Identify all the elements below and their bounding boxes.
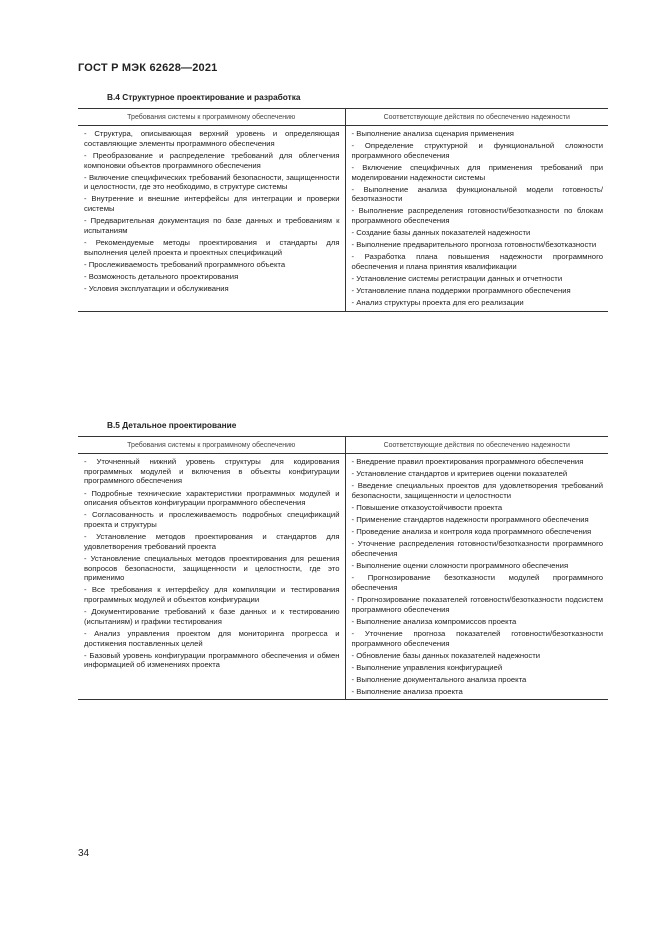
- list-item: - Включение специфичных для применения требований при моделировании надежности системы: [351, 162, 603, 182]
- list-item: - Внедрение правил проектирования программного обеспечения: [351, 457, 584, 466]
- list-item: - Возможность детального проектирования: [84, 271, 239, 281]
- list-item: - Согласованность и прослеживаемость подробных спецификаций проекта и структуры: [84, 510, 340, 529]
- list-item: - Выполнение распределения готовности/безотказности по блокам программного обеспечения: [351, 206, 603, 226]
- list-item: - Выполнение документального анализа проекта: [351, 674, 527, 684]
- requirements-list: [84, 457, 340, 670]
- list-item: - Анализ структуры проекта для его реализации: [351, 298, 524, 308]
- list-item: - Выполнение управления конфигурацией: [351, 662, 503, 672]
- list-item: - Документирование требований к базе данных и к тестированию (испытаниям) и графики тестирования: [84, 607, 340, 626]
- list-item: - Уточнение распределения готовности/безотказности программного обеспечения: [351, 539, 603, 558]
- list-item: - Проведение анализа и контроля кода программного обеспечения: [351, 527, 592, 537]
- list-item: - Прослеживаемость требований программного объекта: [84, 259, 286, 269]
- table-b5: [78, 436, 608, 700]
- list-item: - Преобразование и распределение требований для облегчения компоновки объектов программного обеспечения: [84, 150, 340, 170]
- requirements-cell: [78, 454, 345, 700]
- list-item: - Условия эксплуатации и обслуживания: [84, 283, 229, 293]
- list-item: - Выполнение оценки сложности программного обеспечения: [351, 561, 569, 571]
- list-item: - Определение структурной и функциональной сложности программного обеспечения: [351, 141, 603, 160]
- list-item: - Повышение отказоустойчивости проекта: [351, 502, 503, 512]
- list-item: - Разработка плана повышения надежности программного обеспечения и плана принятия квалификации: [351, 252, 603, 272]
- list-item: - Установление специальных методов проектирования для решения вопросов безопасности, защищенности и целостности, где это применимо: [84, 553, 340, 583]
- list-item: - Выполнение анализа проекта: [351, 686, 463, 696]
- list-item: - Структура, описывающая верхний уровень и определяющая составляющие элементы программного обеспечения: [84, 129, 340, 148]
- list-item: - Уточненный нижний уровень структуры для кодирования программных модулей и включения в объекты конфигурации программного обеспечения: [84, 457, 340, 486]
- list-item: - Все требования к интерфейсу для компиляции и тестирования программных модулей и объектов конфигурации: [84, 585, 340, 605]
- column-header-requirements: Требования системы к программному обеспечению: [78, 109, 345, 126]
- section-title-b4: В.4 Структурное проектирование и разработка: [107, 92, 301, 102]
- list-item: - Прогнозирование безотказности модулей программного обеспечения: [351, 573, 603, 592]
- list-item: - Установление системы регистрации данных и отчетности: [351, 274, 563, 284]
- list-item: - Введение специальных проектов для удовлетворения требований безопасности, защищенности и целостности: [351, 481, 603, 500]
- actions-cell: [345, 126, 608, 312]
- list-item: - Установление методов проектирования и стандартов для удовлетворения требований проекта: [84, 532, 340, 551]
- column-header-requirements: Требования системы к программному обеспечению: [78, 437, 345, 454]
- section-title-b5: В.5 Детальное проектирование: [107, 420, 237, 430]
- page-number: 34: [78, 848, 90, 859]
- list-item: - Прогнозирование показателей готовности/безотказности подсистем программного обеспечения: [351, 594, 603, 614]
- list-item: - Создание базы данных показателей надежности: [351, 228, 531, 238]
- list-item: - Подробные технические характеристики программных модулей и описания объектов конфигурации программного обеспечения: [84, 488, 340, 508]
- list-item: - Рекомендуемые методы проектирования и стандарты для выполнения целей проекта и проектных спецификаций: [84, 237, 340, 257]
- list-item: - Установление стандартов и критериев оценки показателей: [351, 469, 568, 479]
- column-header-actions: Соответствующие действия по обеспечению надежности: [345, 109, 608, 126]
- list-item: - Включение специфических требований безопасности, защищенности и целостности, где это необходимо, в структуре системы: [84, 172, 340, 192]
- table-b4: [78, 108, 608, 312]
- list-item: - Базовый уровень конфигурации программного обеспечения и обмен информацией об изменениях проекта: [84, 650, 340, 670]
- actions-cell: [345, 454, 608, 700]
- list-item: - Внутренние и внешние интерфейсы для интеграции и проверки системы: [84, 194, 340, 214]
- actions-list: [352, 457, 604, 697]
- document-header: ГОСТ Р МЭК 62628—2021: [78, 62, 218, 74]
- list-item: - Выполнение предварительного прогноза готовности/безотказности: [351, 240, 597, 250]
- column-header-actions: Соответствующие действия по обеспечению надежности: [345, 437, 608, 454]
- list-item: - Обновление базы данных показателей надежности: [351, 650, 541, 660]
- list-item: - Предварительная документация по базе данных и требованиям к испытаниям: [84, 216, 340, 235]
- list-item: - Уточнение прогноза показателей готовности/безотказности программного обеспечения: [351, 628, 603, 648]
- requirements-list: [84, 129, 340, 294]
- list-item: - Выполнение анализа функциональной модели готовность/безотказности: [351, 184, 603, 204]
- list-item: - Выполнение анализа компромиссов проекта: [351, 616, 517, 626]
- actions-list: [352, 129, 604, 308]
- list-item: - Анализ управления проектом для мониторинга прогресса и достижения поставленных целей: [84, 628, 340, 648]
- list-item: - Выполнение анализа сценария применения: [351, 129, 514, 138]
- list-item: - Применение стандартов надежности программного обеспечения: [351, 515, 589, 525]
- list-item: - Установление плана поддержки программного обеспечения: [351, 286, 571, 296]
- requirements-cell: [78, 126, 345, 312]
